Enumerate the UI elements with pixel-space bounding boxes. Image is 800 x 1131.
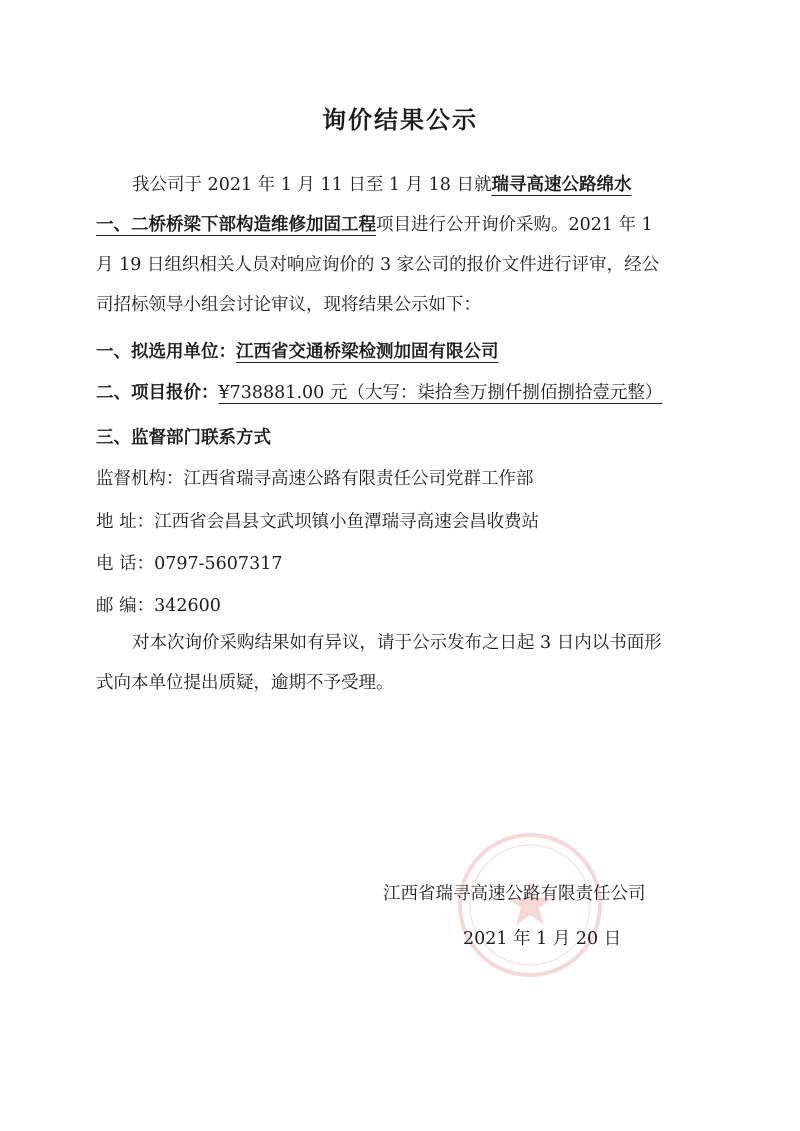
- intro-text-1: 我公司于 2021 年 1 月 11 日至 1 月 18 日就: [132, 175, 492, 195]
- selected-unit-value: 江西省交通桥梁检测加固有限公司: [236, 342, 499, 362]
- supervision-org-line: [96, 465, 534, 490]
- signature-company: 江西省瑞寻高速公路有限责任公司: [383, 884, 646, 904]
- address-line: [96, 508, 539, 533]
- zip-line: [96, 592, 221, 617]
- intro-paragraph: [96, 165, 662, 325]
- selected-unit-label: 一、拟选用单位：: [96, 342, 236, 362]
- org-value: 江西省瑞寻高速公路有限责任公司党群工作部: [183, 469, 534, 489]
- phone-value: 0797-5607317: [154, 554, 283, 574]
- quote-label: 二、项目报价：: [96, 383, 219, 403]
- quote-line: [96, 379, 662, 404]
- selected-unit-line: [96, 338, 499, 363]
- zip-label: 邮 编：: [96, 596, 155, 616]
- quote-value: ¥738881.00 元（大写：柒拾叁万捌仟捌佰捌拾壹元整）: [218, 383, 663, 403]
- intro-text-2: 项目进行公开询价采购。2021 年 1 月 19 日组织相关人员对响应询价的 3 家公司的报价文件进行评审，经公司招标领导小组会讨论审议，现将结果公示如下：: [96, 215, 660, 315]
- supervision-heading: 三、监督部门联系方式: [96, 428, 271, 448]
- project-name: 瑞寻高速公路绵水一、二桥桥梁下部构造维修加固工程: [96, 175, 632, 235]
- company-seal-icon: [455, 830, 605, 980]
- page-title: 询价结果公示: [322, 106, 478, 134]
- address-value: 江西省会昌县文武坝镇小鱼潭瑞寻高速会昌收费站: [154, 512, 540, 532]
- phone-label: 电 话：: [96, 554, 155, 574]
- zip-value: 342600: [154, 596, 221, 616]
- signature-date: 2021 年 1 月 20 日: [463, 929, 622, 949]
- org-label: 监督机构：: [96, 469, 184, 489]
- notice-paragraph: 对本次询价采购结果如有异议，请于公示发布之日起 3 日内以书面形式向本单位提出质疑，逾期不予受理。: [96, 633, 662, 693]
- address-label: 地 址：: [96, 512, 155, 532]
- phone-line: [96, 550, 282, 575]
